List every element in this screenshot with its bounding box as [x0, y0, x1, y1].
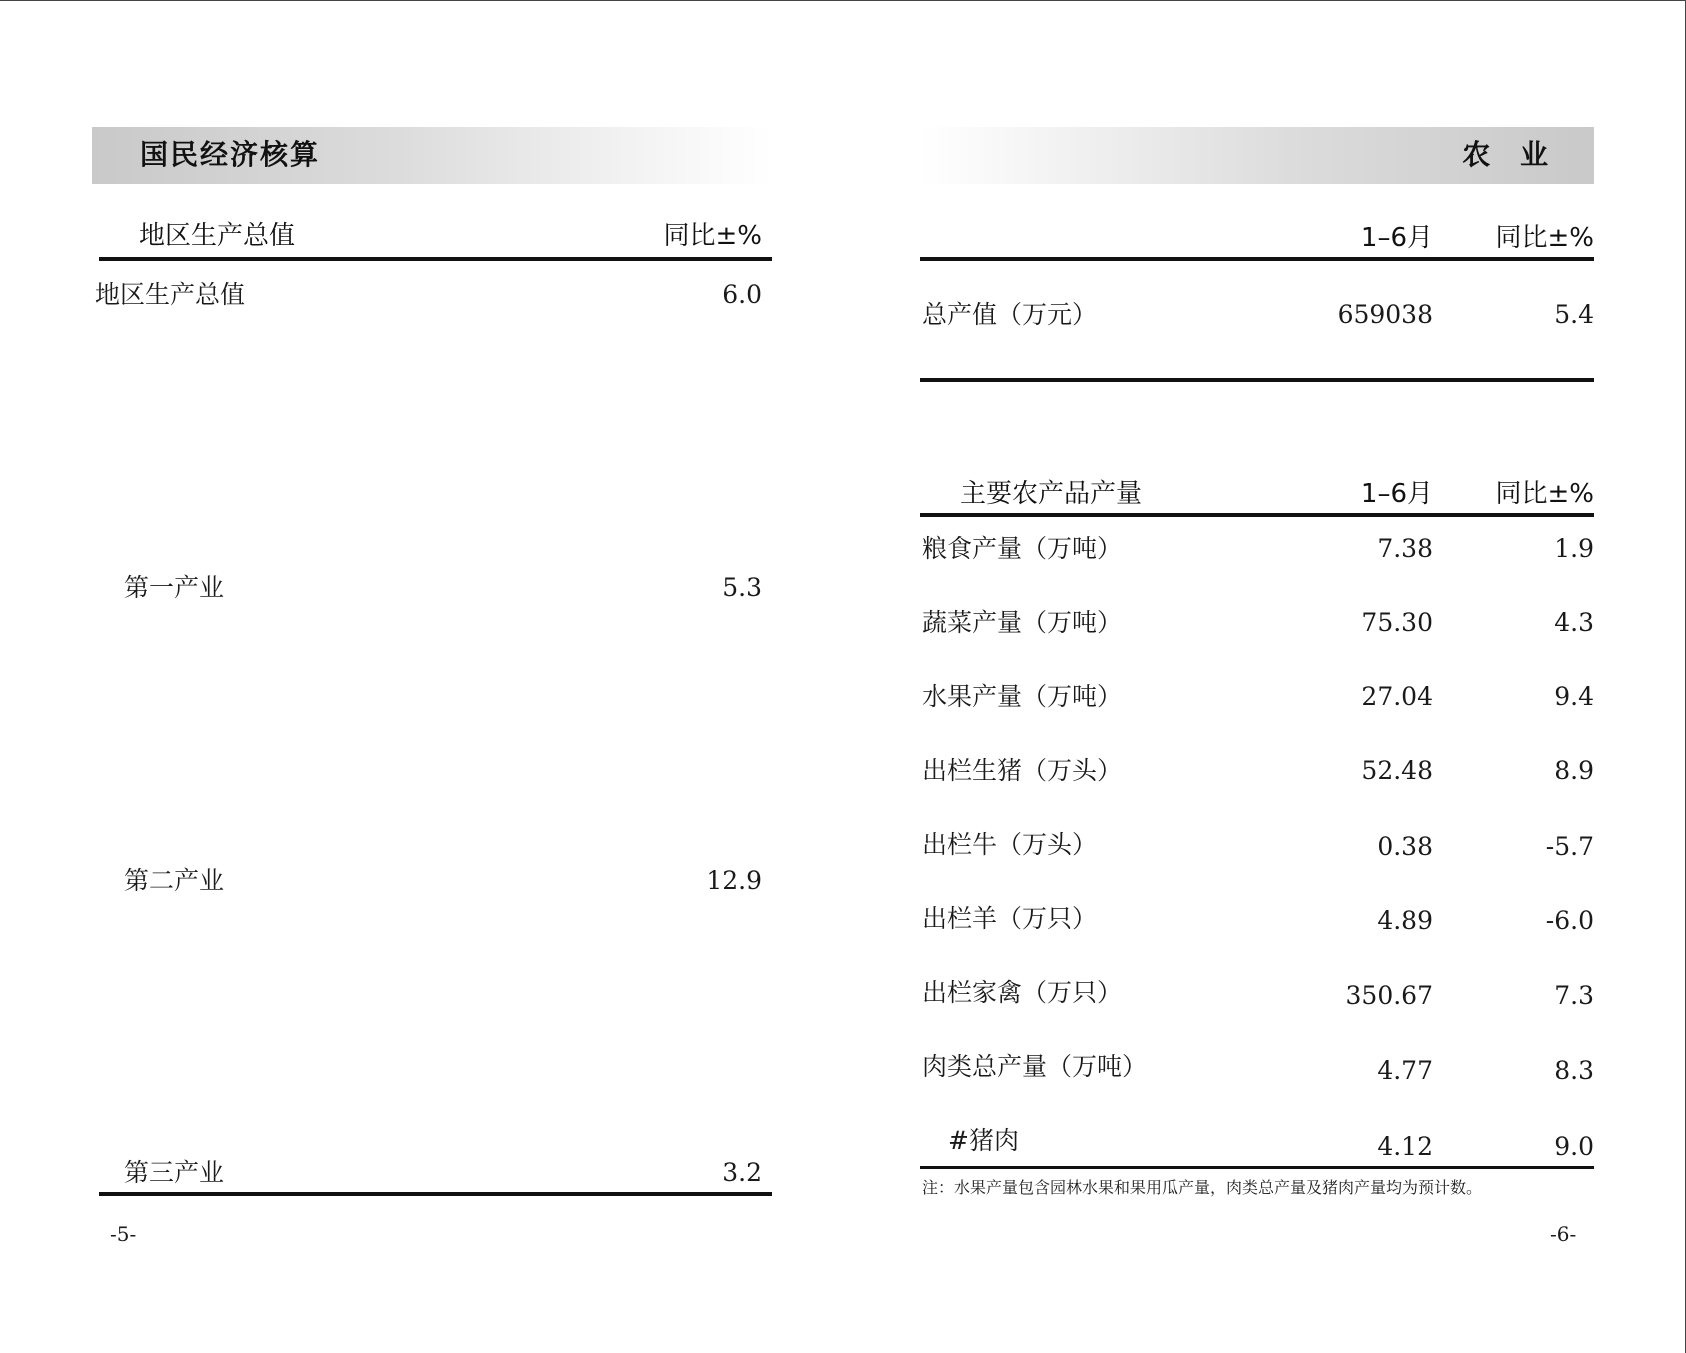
row-change: 12.9: [706, 866, 762, 895]
table-header-label: 主要农产品产量: [960, 479, 1143, 509]
row-change: 8.9: [1554, 756, 1594, 785]
row-label: 粮食产量（万吨）: [922, 534, 1123, 563]
row-value: 75.30: [1361, 608, 1433, 637]
table-top-rule: [920, 513, 1594, 517]
row-value: 4.12: [1377, 1132, 1433, 1161]
table-header-period: 1–6月: [1360, 479, 1433, 509]
row-change: 8.3: [1554, 1056, 1594, 1085]
row-value: 27.04: [1361, 682, 1433, 711]
row-label: 出栏羊（万只）: [922, 904, 1098, 933]
row-value: 350.67: [1345, 981, 1433, 1010]
row-change: 9.0: [1554, 1132, 1594, 1161]
table-header-label: 地区生产总值: [139, 221, 296, 251]
row-change: 1.9: [1554, 534, 1594, 563]
section-title: 国民经济核算: [140, 138, 321, 171]
row-label: 第一产业: [124, 573, 225, 602]
row-label: 总产值（万元）: [922, 300, 1098, 329]
row-change: 5.4: [1554, 300, 1594, 329]
row-label: #猪肉: [948, 1126, 1019, 1155]
row-change: 4.3: [1554, 608, 1594, 637]
row-change: -5.7: [1545, 832, 1594, 861]
row-change: 7.3: [1554, 981, 1594, 1010]
row-change: 9.4: [1554, 682, 1594, 711]
table-top-rule: [99, 257, 772, 261]
row-label: 第二产业: [124, 866, 225, 895]
row-label: 出栏家禽（万只）: [922, 978, 1123, 1007]
row-label: 第三产业: [124, 1158, 225, 1187]
section-title: 农 业: [1462, 138, 1558, 171]
row-label: 水果产量（万吨）: [922, 682, 1123, 711]
row-label: 出栏牛（万头）: [922, 830, 1098, 859]
page-number: -5-: [110, 1222, 137, 1246]
row-value: 659038: [1337, 300, 1433, 329]
table-header-change: 同比±%: [663, 221, 762, 251]
row-value: 7.38: [1377, 534, 1433, 563]
table-bottom-rule: [99, 1192, 772, 1196]
row-label: 出栏生猪（万头）: [922, 756, 1123, 785]
row-label: 蔬菜产量（万吨）: [922, 608, 1123, 637]
row-value: 0.38: [1377, 832, 1433, 861]
row-change: 6.0: [722, 280, 762, 309]
row-label: 地区生产总值: [95, 280, 246, 309]
section-banner-national-accounts: [92, 127, 772, 184]
table-top-rule: [920, 257, 1594, 261]
row-change: 5.3: [722, 573, 762, 602]
table-header-change: 同比±%: [1495, 223, 1594, 253]
table-bottom-rule: [920, 378, 1594, 382]
section-banner-agriculture: [920, 127, 1594, 184]
table-note: 注：水果产量包含园林水果和果用瓜产量，肉类总产量及猪肉产量均为预计数。: [922, 1178, 1483, 1197]
page-number: -6-: [1550, 1222, 1577, 1246]
row-value: 4.89: [1377, 906, 1433, 935]
row-value: 4.77: [1377, 1056, 1433, 1085]
row-label: 肉类总产量（万吨）: [922, 1052, 1148, 1081]
row-value: 52.48: [1361, 756, 1433, 785]
row-change: 3.2: [722, 1158, 762, 1187]
table-header-change: 同比±%: [1495, 479, 1594, 509]
table-header-period: 1–6月: [1360, 223, 1433, 253]
row-change: -6.0: [1545, 906, 1594, 935]
table-bottom-rule: [920, 1166, 1594, 1169]
